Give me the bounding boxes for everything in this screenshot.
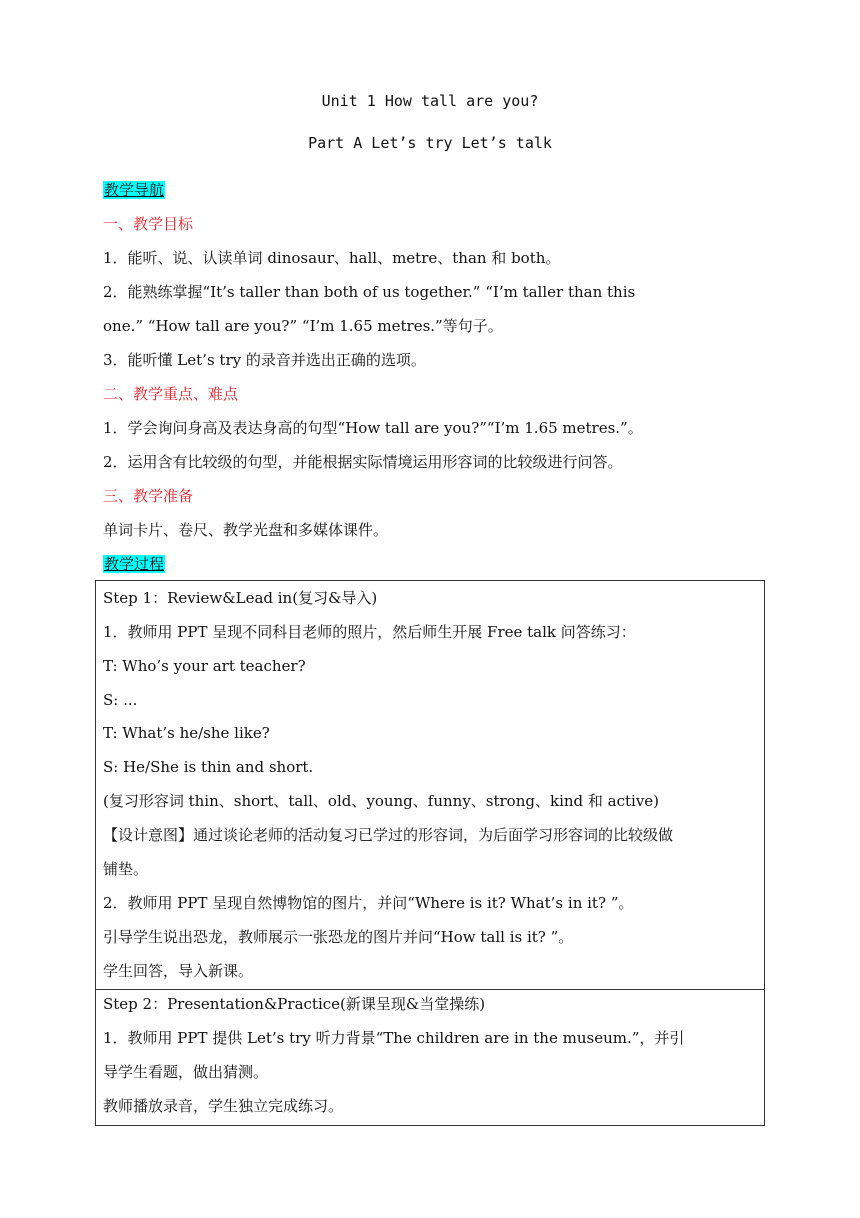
- preparation-text: 单词卡片、卷尺、教学光盘和多媒体课件。: [103, 521, 389, 539]
- key-point-item: 1．学会询问身高及表达身高的句型“How tall are you?”“I’m 1.65 metres.”。: [103, 419, 643, 437]
- objective-item: 2．能熟练掌握“It’s taller than both of us together.” “I’m taller than this: [103, 283, 636, 301]
- guide-heading: 教学导航: [104, 181, 165, 199]
- step2-line: 教师播放录音，学生独立完成练习。: [103, 1097, 344, 1115]
- step1-line: (复习形容词 thin、short、tall、old、young、funny、strong、kind 和 active): [103, 792, 660, 810]
- objective-item: 3．能听懂 Let’s try 的录音并选出正确的选项。: [103, 351, 426, 369]
- key-point-item: 2．运用含有比较级的句型，并能根据实际情境运用形容词的比较级进行问答。: [103, 453, 623, 471]
- step1-line: 学生回答，导入新课。: [103, 962, 254, 980]
- step2-line: 1．教师用 PPT 提供 Let’s try 听力背景“The children are in the museum.”，并引: [103, 1029, 685, 1047]
- preparation-heading: 三、教学准备: [103, 487, 194, 505]
- step1-line: 1．教师用 PPT 呈现不同科目老师的照片，然后师生开展 Free talk 问答练习：: [103, 623, 636, 641]
- step1-line: 引导学生说出恐龙，教师展示一张恐龙的图片并问“How tall is it? ”。: [103, 928, 574, 946]
- table-row-divider: [95, 989, 765, 990]
- step1-line: T: What’s he/she like?: [103, 724, 270, 742]
- step1-line: 【设计意图】通过谈论老师的活动复习已学过的形容词，为后面学习形容词的比较级做: [103, 826, 674, 844]
- key-points-heading: 二、教学重点、难点: [103, 385, 239, 403]
- step1-line: T: Who’s your art teacher?: [103, 657, 306, 675]
- step1-line: 2．教师用 PPT 呈现自然博物馆的图片，并问“Where is it? What’s in it? ”。: [103, 894, 634, 912]
- section-heading-guide: [103, 180, 763, 200]
- section-heading-process: [103, 554, 763, 574]
- unit-title: Unit 1 How tall are you?: [321, 92, 539, 110]
- objective-item: one.” “How tall are you?” “I’m 1.65 metres.”等句子。: [103, 317, 503, 335]
- objectives-heading: 一、教学目标: [103, 215, 194, 233]
- step2-title: Step 2：Presentation&Practice(新课呈现&当堂操练): [103, 995, 486, 1013]
- step1-line: S: He/She is thin and short.: [103, 758, 314, 776]
- step2-line: 导学生看题，做出猜测。: [103, 1063, 269, 1081]
- process-heading: 教学过程: [104, 555, 165, 573]
- step1-title: Step 1：Review&Lead in(复习&导入): [103, 589, 378, 607]
- step1-line: 铺垫。: [103, 860, 149, 878]
- step1-line: S: ...: [103, 691, 138, 709]
- objective-item: 1．能听、说、认读单词 dinosaur、hall、metre、than 和 both。: [103, 249, 561, 267]
- part-title: Part A Let’s try Let’s talk: [308, 134, 552, 152]
